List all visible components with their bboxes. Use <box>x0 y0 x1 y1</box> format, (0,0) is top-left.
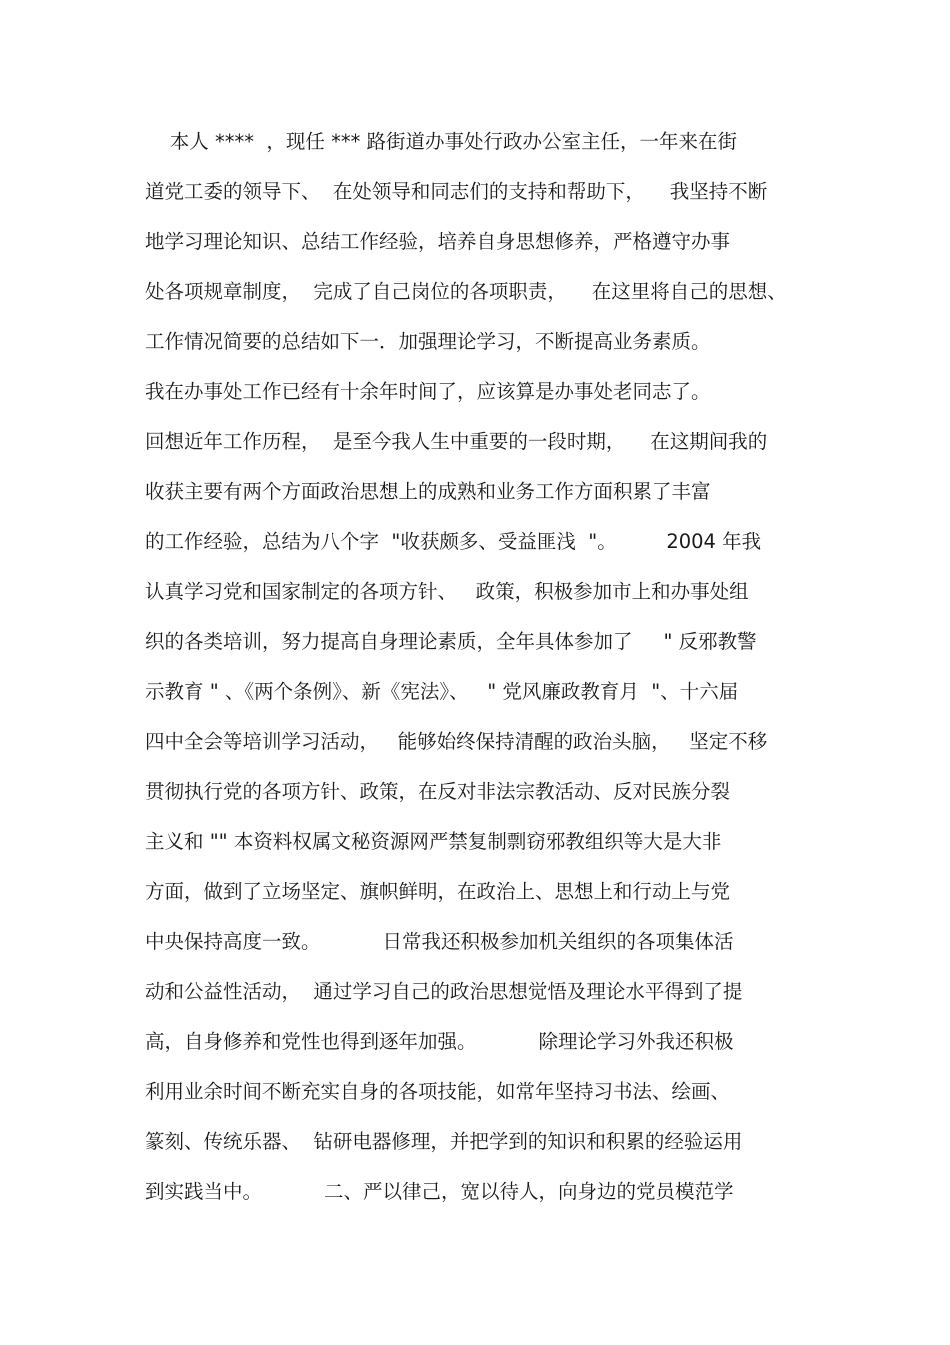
text-line: 贯彻执行党的各项方针、政策，在反对非法宗教活动、反对民族分裂 <box>145 780 731 803</box>
text-line: 的工作经验，总结为八个字 "收获颇多、受益匪浅 "。 2004 年我 <box>145 530 762 553</box>
text-line: 方面，做到了立场坚定、旗帜鲜明，在政治上、思想上和行动上与党 <box>145 880 731 903</box>
text-line: 篆刻、传统乐器、 钻研电器修理，并把学到的知识和积累的经验运用 <box>145 1130 743 1153</box>
text-line: 认真学习党和国家制定的各项方针、 政策，积极参加市上和办事处组 <box>145 580 749 603</box>
text-line: 工作情况简要的总结如下一．加强理论学习，不断提高业务素质。 <box>145 330 711 353</box>
text-line: 利用业余时间不断充实自身的各项技能，如常年坚持习书法、绘画、 <box>145 1080 731 1103</box>
text-line: 收获主要有两个方面政治思想上的成熟和业务工作方面积累了丰富 <box>145 480 711 503</box>
text-line: 示教育 " 、《两个条例》、新《宪法》、 " 党风廉政教育月 "、十六届 <box>145 680 739 703</box>
text-line: 中央保持高度一致。 日常我还积极参加机关组织的各项集体活 <box>145 930 734 953</box>
text-line: 织的各类培训，努力提高自身理论素质，全年具体参加了 " 反邪教警 <box>145 630 757 653</box>
text-line: 四中全会等培训学习活动， 能够始终保持清醒的政治头脑， 坚定不移 <box>145 730 768 753</box>
text-line: 动和公益性活动， 通过学习自己的政治思想觉悟及理论水平得到了提 <box>145 980 743 1003</box>
text-line: 地学习理论知识、总结工作经验，培养自身思想修养，严格遵守办事 <box>145 230 731 253</box>
text-line: 我在办事处工作已经有十余年时间了，应该算是办事处老同志了。 <box>145 380 711 403</box>
text-line: 回想近年工作历程， 是至今我人生中重要的一段时期， 在这期间我的 <box>145 430 768 453</box>
text-line: 本人 **** ，现任 *** 路街道办事处行政办公室主任，一年来在街 <box>145 130 738 153</box>
text-line: 到实践当中。 二、严以律己，宽以待人，向身边的党员模范学 <box>145 1180 734 1203</box>
text-line: 主义和 "" 本资料权属文秘资源网严禁复制剽窃邪教组织等大是大非 <box>145 830 722 853</box>
body-text <box>145 117 815 1217</box>
text-line: 处各项规章制度， 完成了自己岗位的各项职责， 在这里将自己的思想、 <box>145 280 787 303</box>
text-line: 高，自身修养和党性也得到逐年加强。 除理论学习外我还积极 <box>145 1030 734 1053</box>
text-line: 道党工委的领导下、 在处领导和同志们的支持和帮助下， 我坚持不断 <box>145 180 768 203</box>
